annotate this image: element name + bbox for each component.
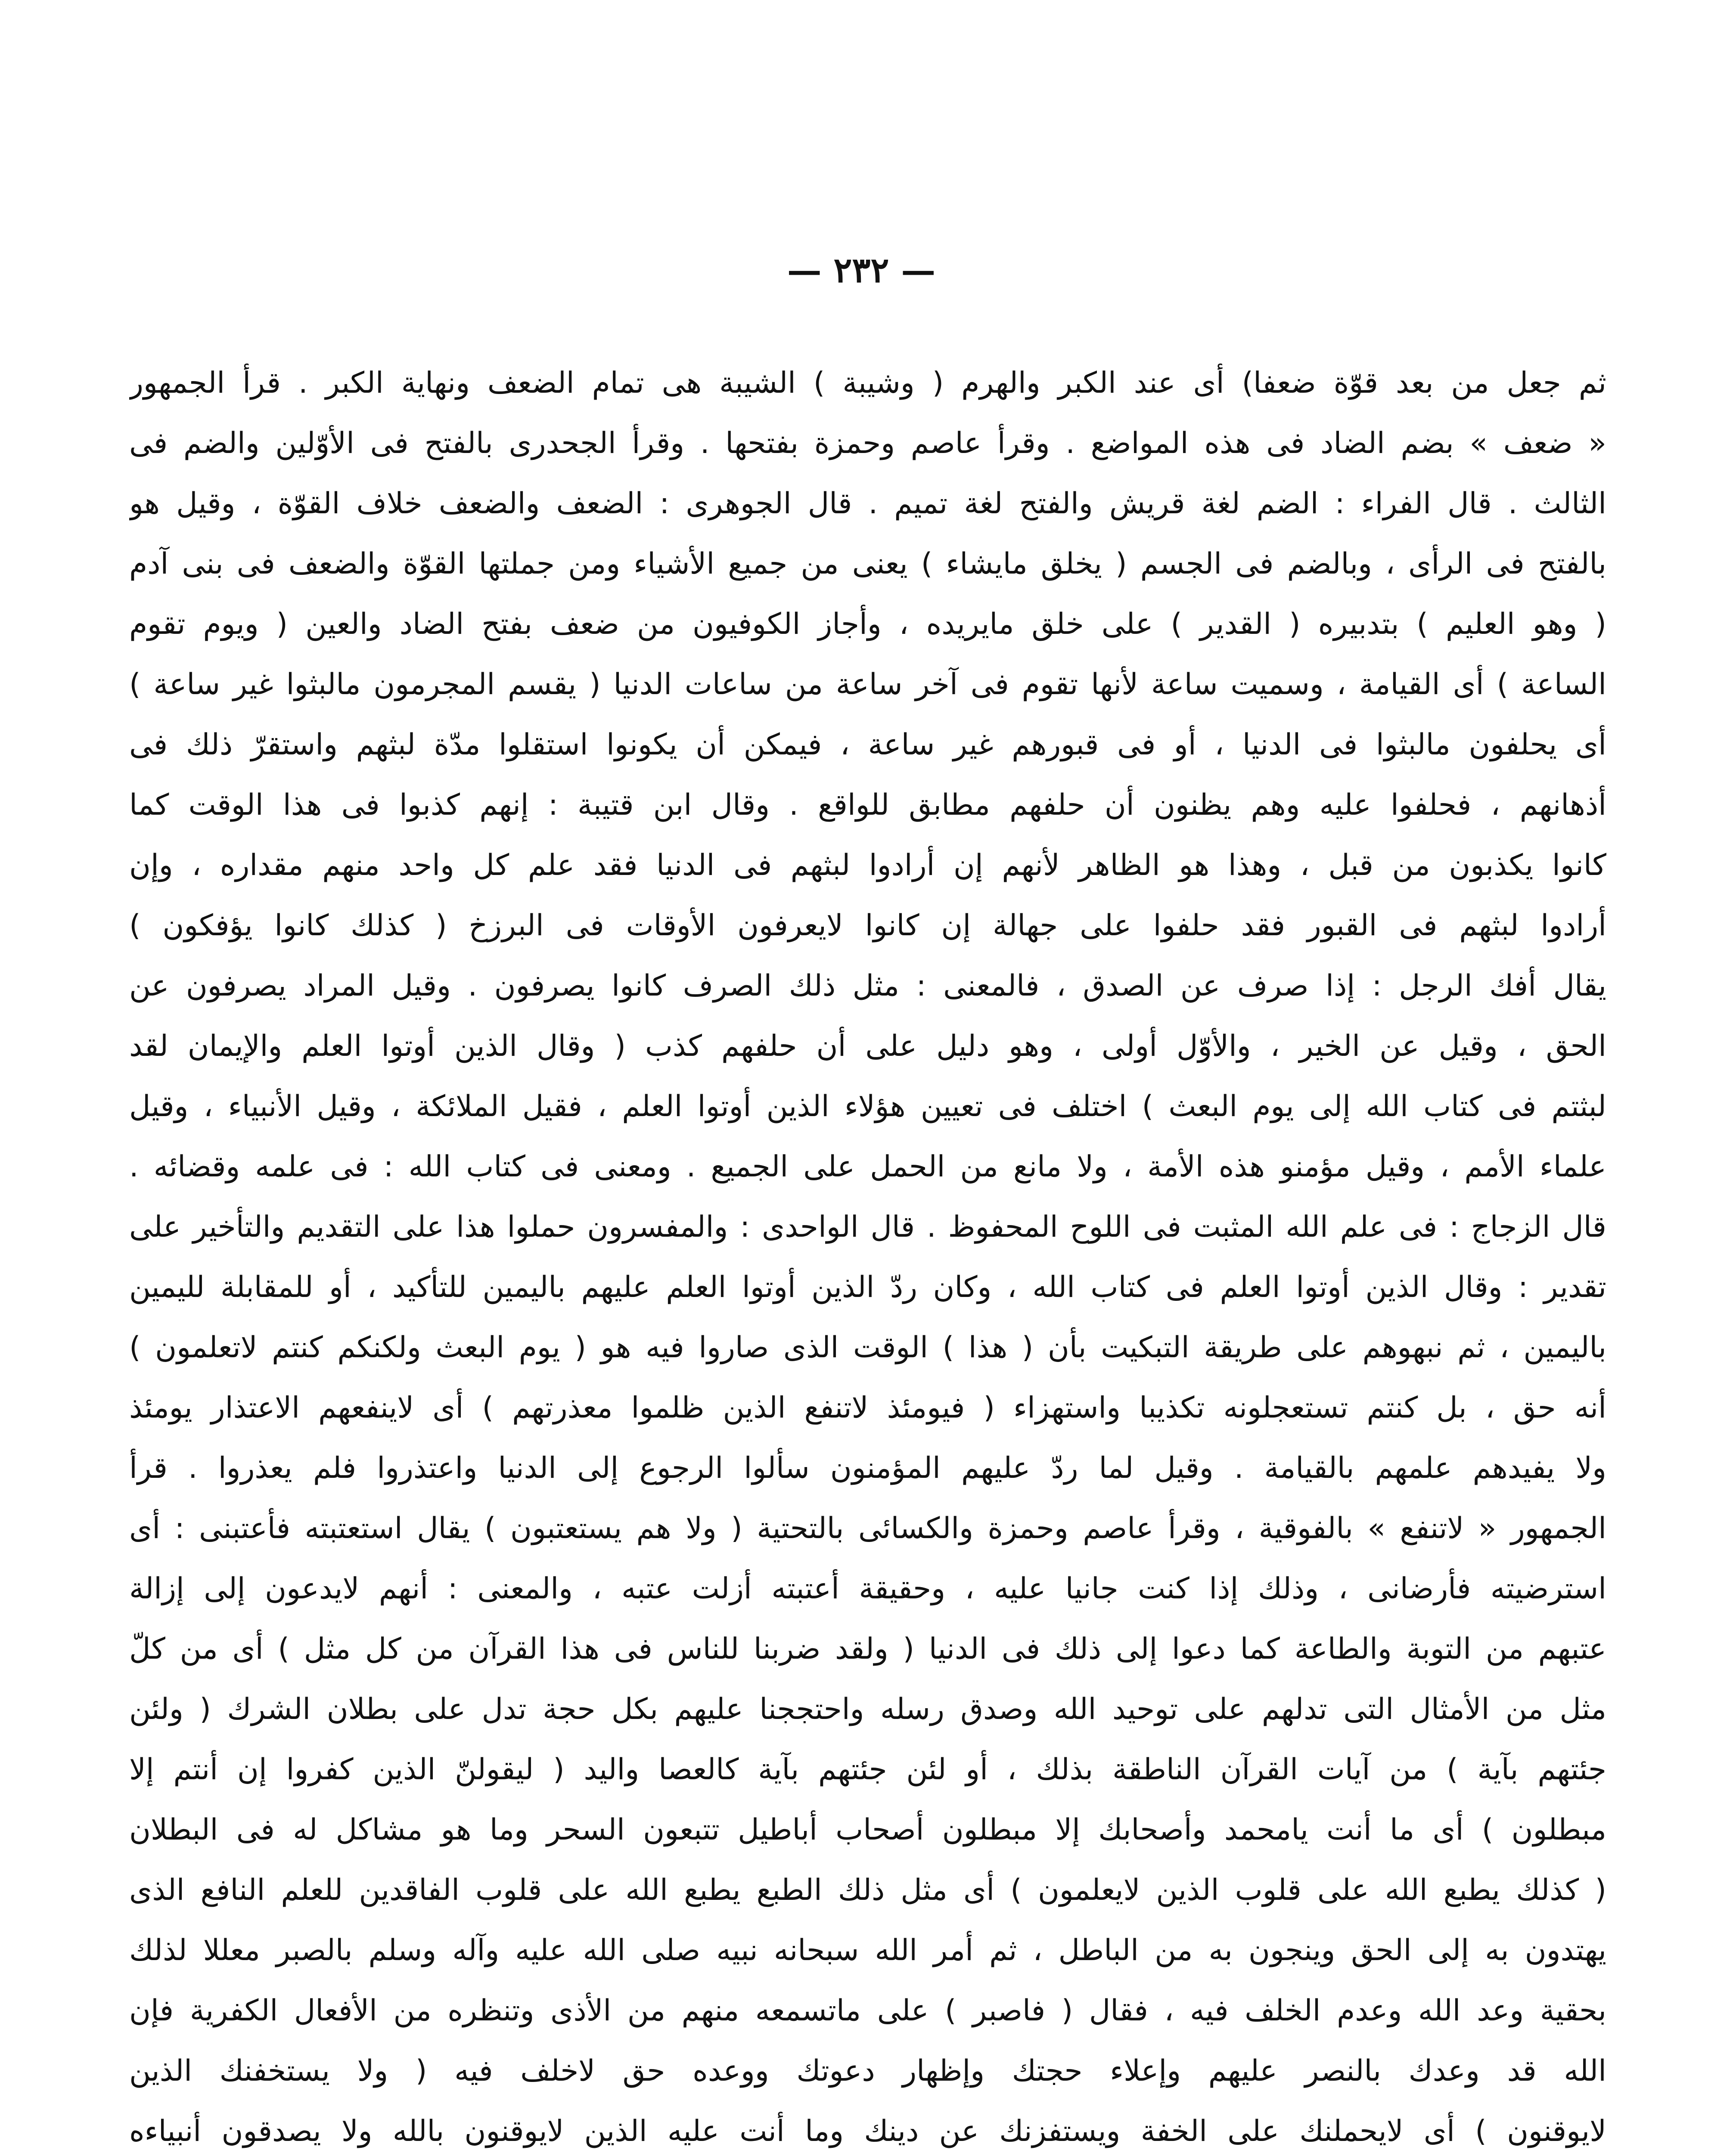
text-line: استرضيته فأرضانى ، وذلك إذا كنت جانيا عليه ، وحقيقة أعتبته أزلت عتبه ، والمعنى : أنهم لايدعون إلى إزالة	[129, 1572, 1606, 1606]
text-line: بالفتح فى الرأى ، وبالضم فى الجسم ( يخلق مايشاء ) يعنى من جميع الأشياء ومن جملتها القوّة والضعف فى بنى آدم	[129, 547, 1606, 581]
text-line: ثم جعل من بعد قوّة ضعفا) أى عند الكبر والهرم ( وشيبة ) الشيبة هى تمام الضعف ونهاية الكبر . قرأ الجمهور	[129, 366, 1606, 400]
text-line: يقال أفك الرجل : إذا صرف عن الصدق ، فالمعنى : مثل ذلك الصرف كانوا يصرفون . وقيل المراد يصرفون عن	[129, 969, 1606, 1003]
text-line: الحق ، وقيل عن الخير ، والأوّل أولى ، وهو دليل على أن حلفهم كذب ( وقال الذين أوتوا العلم والإيمان لقد	[129, 1029, 1606, 1063]
text-line: تقدير : وقال الذين أوتوا العلم فى كتاب الله ، وكان ردّ الذين أوتوا العلم عليهم باليمين للتأكيد ، أو للمقابلة لليمين	[129, 1270, 1606, 1304]
text-line: الساعة ) أى القيامة ، وسميت ساعة لأنها تقوم فى آخر ساعة من ساعات الدنيا ( يقسم المجرمون مالبثوا غير ساعة )	[129, 667, 1606, 701]
text-line: مثل من الأمثال التى تدلهم على توحيد الله وصدق رسله واحتججنا عليهم بكل حجة تدل على بطلان الشرك ( ولئن	[129, 1692, 1606, 1726]
text-line: ولا يفيدهم علمهم بالقيامة . وقيل لما ردّ عليهم المؤمنون سألوا الرجوع إلى الدنيا واعتذروا فلم يعذروا . قرأ	[129, 1451, 1606, 1485]
text-line: مبطلون ) أى ما أنت يامحمد وأصحابك إلا مبطلون أصحاب أباطيل تتبعون السحر وما هو مشاكل له فى البطلان	[129, 1813, 1606, 1847]
text-line: يهتدون به إلى الحق وينجون به من الباطل ، ثم أمر الله سبحانه نبيه صلى الله عليه وآله وسلم بالصبر معللا لذلك	[129, 1933, 1606, 1967]
text-line: لبثتم فى كتاب الله إلى يوم البعث ) اختلف فى تعيين هؤلاء الذين أوتوا العلم ، فقيل الملائكة ، وقيل الأنبياء ، وقيل	[129, 1089, 1606, 1123]
text-line: أرادوا لبثهم فى القبور فقد حلفوا على جهالة إن كانوا لايعرفون الأوقات فى البرزخ ( كذلك كانوا يؤفكون )	[129, 909, 1606, 943]
body-text	[129, 353, 1606, 2153]
text-line: عتبهم من التوبة والطاعة كما دعوا إلى ذلك فى الدنيا ( ولقد ضربنا للناس فى هذا القرآن من كل مثل ) أى من كلّ	[129, 1632, 1606, 1666]
text-line: أذهانهم ، فحلفوا عليه وهم يظنون أن حلفهم مطابق للواقع . وقال ابن قتيبة : إنهم كذبوا فى هذا الوقت كما	[129, 788, 1606, 822]
text-line: بحقية وعد الله وعدم الخلف فيه ، فقال ( فاصبر ) على ماتسمعه منهم من الأذى وتنظره من الأفعال الكفرية فإن	[129, 1994, 1606, 2028]
text-line: كانوا يكذبون من قبل ، وهذا هو الظاهر لأنهم إن أرادوا لبثهم فى الدنيا فقد علم كل واحد منهم مقداره ، وإن	[129, 848, 1606, 882]
text-line: ( كذلك يطبع الله على قلوب الذين لايعلمون ) أى مثل ذلك الطبع يطبع الله على قلوب الفاقدين للعلم النافع الذى	[129, 1873, 1606, 1907]
text-line: علماء الأمم ، وقيل مؤمنو هذه الأمة ، ولا مانع من الحمل على الجميع . ومعنى فى كتاب الله : فى علمه وقضائه .	[129, 1150, 1606, 1184]
text-line: « ضعف » بضم الضاد فى هذه المواضع . وقرأ عاصم وحمزة بفتحها . وقرأ الجحدرى بالفتح فى الأوّلين والضم فى	[129, 426, 1606, 460]
text-line: باليمين ، ثم نبهوهم على طريقة التبكيت بأن ( هذا ) الوقت الذى صاروا فيه هو ( يوم البعث ولكنكم كنتم لاتعلمون )	[129, 1331, 1606, 1365]
text-line: قال الزجاج : فى علم الله المثبت فى اللوح المحفوظ . قال الواحدى : والمفسرون حملوا هذا على التقديم والتأخير على	[129, 1210, 1606, 1244]
page-number: — ٢٣٢ —	[787, 250, 936, 290]
text-line: أى يحلفون مالبثوا فى الدنيا ، أو فى قبورهم غير ساعة ، فيمكن أن يكونوا استقلوا مدّة لبثهم واستقرّ ذلك فى	[129, 728, 1606, 762]
text-line: الثالث . قال الفراء : الضم لغة قريش والفتح لغة تميم . قال الجوهرى : الضعف والضعف خلاف القوّة ، وقيل هو	[129, 487, 1606, 521]
text-line: أنه حق ، بل كنتم تستعجلونه تكذيبا واستهزاء ( فيومئذ لاتنفع الذين ظلموا معذرتهم ) أى لاينفعهم الاعتذار يومئذ	[129, 1391, 1606, 1425]
text-line: الله قد وعدك بالنصر عليهم وإعلاء حجتك وإظهار دعوتك ووعده حق لاخلف فيه ( ولا يستخفنك الذين	[129, 2054, 1606, 2088]
text-line: الجمهور « لاتنفع » بالفوقية ، وقرأ عاصم وحمزة والكسائى بالتحتية ( ولا هم يستعتبون ) يقال استعتبته فأعتبنى : أى	[129, 1511, 1606, 1545]
text-line: جئتهم بآية ) من آيات القرآن الناطقة بذلك ، أو لئن جئتهم بآية كالعصا واليد ( ليقولنّ الذين كفروا إن أنتم إلا	[129, 1753, 1606, 1787]
text-line: لايوقنون ) أى لايحملنك على الخفة ويستفزنك عن دينك وما أنت عليه الذين لايوقنون بالله ولا يصدقون أنبياءه	[129, 2114, 1606, 2148]
text-line: ( وهو العليم ) بتدبيره ( القدير ) على خلق مايريده ، وأجاز الكوفيون من ضعف بفتح الضاد والعين ( ويوم تقوم	[129, 607, 1606, 641]
